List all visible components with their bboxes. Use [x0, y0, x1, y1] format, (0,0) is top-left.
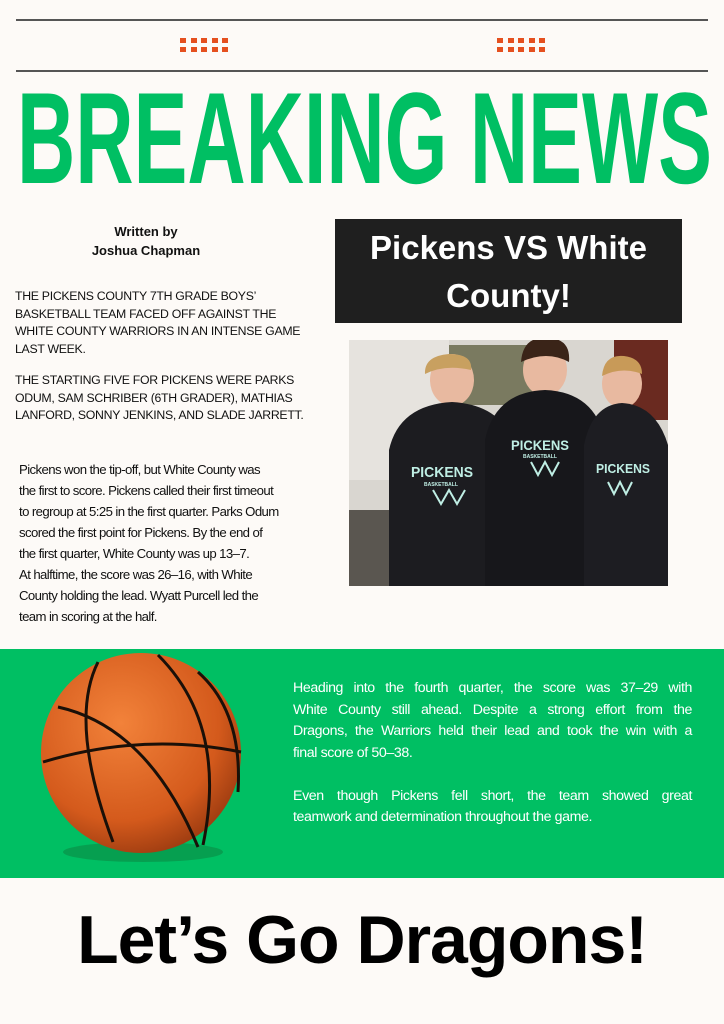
- hoodie-logo-text: PICKENS: [411, 464, 473, 481]
- text-line: THE STARTING FIVE FOR PICKENS WERE PARKS: [15, 373, 295, 387]
- text-line: final score of 50–38.: [293, 744, 413, 761]
- title-line-1: Pickens VS White: [370, 229, 647, 266]
- second-half-text: [293, 678, 692, 829]
- intro-paragraph-2: [15, 372, 320, 425]
- decorative-dots-right: [497, 38, 545, 54]
- hoodie-logo-text: PICKENS: [511, 437, 569, 453]
- hoodie-logo-text: PICKENS: [596, 461, 651, 476]
- title-line-2: County!: [446, 277, 571, 314]
- text-line: the first to score. Pickens called their first timeout: [19, 483, 274, 498]
- text-line: ODUM, SAM SCHRIBER (6TH GRADER), MATHIAS: [15, 390, 293, 405]
- top-rule: [16, 19, 708, 21]
- text-line: WHITE COUNTY WARRIORS IN AN INTENSE GAME: [15, 324, 301, 338]
- text-line: teamwork and determination throughout the game.: [293, 809, 593, 825]
- byline-author: Joshua Chapman: [91, 243, 201, 258]
- text-line: THE PICKENS COUNTY 7TH GRADE BOYS’: [15, 289, 257, 303]
- basketball-image: [38, 652, 248, 864]
- hoodie-sub-text: BASKETBALL: [424, 482, 458, 488]
- text-line: Heading into the fourth quarter, the score was 37–29 with: [293, 680, 692, 696]
- headline: BREAKING NEWS: [17, 86, 712, 186]
- text-line: team in scoring at the half.: [19, 609, 157, 624]
- text-line: County holding the lead. Wyatt Purcell led the: [19, 588, 259, 603]
- text-line: to regroup at 5:25 in the first quarter. Parks Odum: [19, 504, 279, 519]
- paragraph-gap: [293, 764, 692, 786]
- article-title-box: [335, 219, 682, 323]
- basketball-icon: [38, 652, 248, 864]
- team-photo: [349, 340, 668, 586]
- headline-graphic: [17, 86, 712, 186]
- cheer-slogan: Let’s Go Dragons!: [77, 902, 647, 978]
- first-half-paragraph: [19, 459, 319, 627]
- intro-paragraph-1: [15, 288, 320, 358]
- bottom-rule: [16, 70, 708, 72]
- text-line: BASKETBALL TEAM FACED OFF AGAINST THE: [15, 306, 277, 321]
- team-photo-illustration: [349, 340, 668, 586]
- byline: [46, 222, 246, 260]
- text-line: LAST WEEK.: [15, 341, 86, 356]
- hoodie-sub-text: BASKETBALL: [523, 454, 557, 460]
- text-line: Even though Pickens fell short, the team showed great: [293, 787, 692, 804]
- decorative-dots-left: [180, 38, 228, 54]
- text-line: the first quarter, White County was up 13–7.: [19, 546, 250, 561]
- byline-label: Written by: [114, 224, 178, 239]
- text-line: Pickens won the tip-off, but White County was: [19, 462, 261, 477]
- text-line: White County still ahead. Despite a strong effort from the: [293, 701, 692, 718]
- text-line: Dragons, the Warriors held their lead and took the win with a: [293, 723, 692, 739]
- text-line: LANFORD, SONNY JENKINS, AND SLADE JARRETT.: [15, 408, 304, 422]
- text-line: At halftime, the score was 26–16, with White: [19, 567, 253, 582]
- text-line: scored the first point for Pickens. By the end of: [19, 525, 263, 540]
